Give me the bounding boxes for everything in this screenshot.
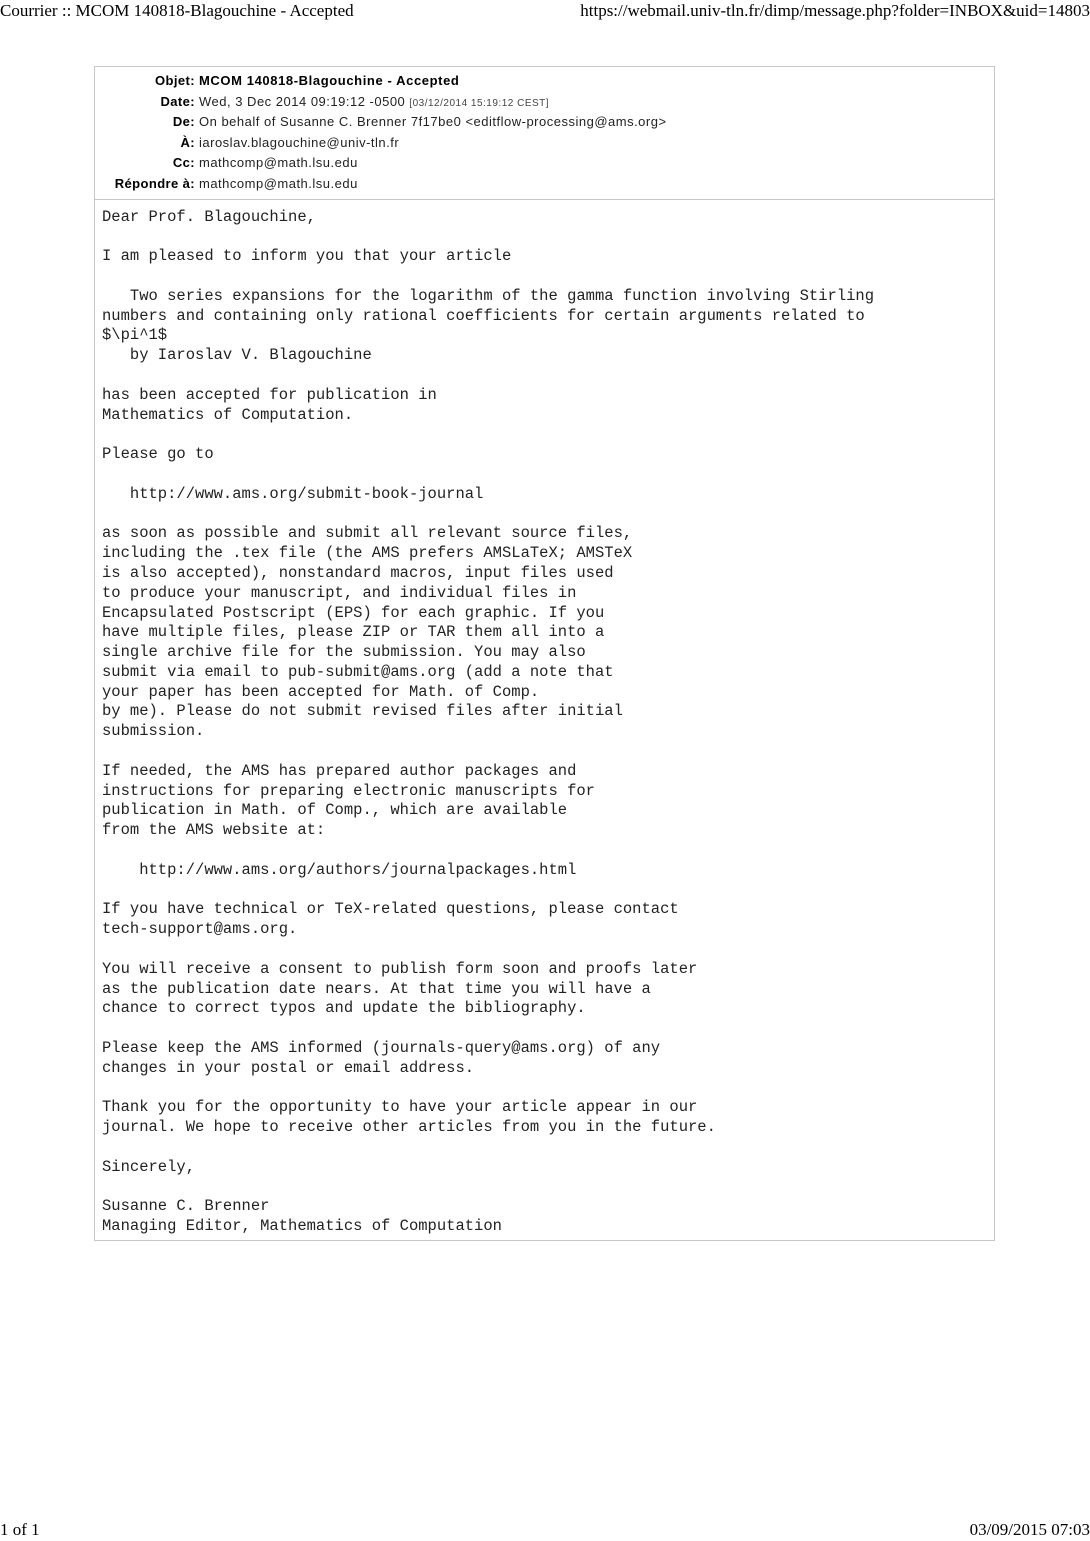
date-text: Wed, 3 Dec 2014 09:19:12 -0500	[199, 93, 406, 109]
print-header-title: Courrier :: MCOM 140818-Blagouchine - Accepted	[0, 1, 354, 20]
reply-to-row	[95, 176, 994, 197]
from-label: De:	[172, 114, 195, 130]
reply-to-label: Répondre à:	[114, 175, 195, 191]
email-headers	[95, 67, 994, 200]
cc-value[interactable]: mathcomp@math.lsu.edu	[199, 155, 358, 171]
date-local: [03/12/2014 15:19:12 CEST]	[409, 97, 550, 109]
email-body: Dear Prof. Blagouchine, I am pleased to inform you that your article Two series expansions for the logarithm of the gamma function involving Stirling numbers and containing only rational coefficients for certain arguments related to $\pi^1$ by Iaroslav V. Blagouchine has been accepted for publication in Mathematics of Computation. Please go to http://www.ams.org/submit-book-journal as soon as possible and submit all relevant source files, including the .tex file (the AMS prefers AMSLaTeX; AMSTeX is also accepted), nonstandard macros, input files used to produce your manuscript, and individual files in Encapsulated Postscript (EPS) for each graphic. If you have multiple files, please ZIP or TAR them all into a single archive file for the submission. You may also submit via email to pub-submit@ams.org (add a note that your paper has been accepted for Math. of Comp. by me). Please do not submit revised files after initial submission. If needed, the AMS has prepared author packages and instructions for preparing electronic manuscripts for publication in Math. of Comp., which are available from the AMS website at: http://www.ams.org/authors/journalpackages.html If you have technical or TeX-related questions, please contact tech-support@ams.org. You will receive a consent to publish form soon and proofs later as the publication date nears. At that time you will have a chance to correct typos and update the bibliography. Please keep the AMS informed (journals-query@ams.org) of any changes in your postal or email address. Thank you for the opportunity to have your article appear in our journal. We hope to receive other articles from you in the future. Sincerely, Susanne C. Brenner Managing Editor, Mathematics of Computation	[102, 207, 875, 1236]
reply-to-value[interactable]: mathcomp@math.lsu.edu	[199, 175, 358, 191]
cc-row	[95, 155, 994, 176]
subject-label: Objet:	[155, 73, 195, 88]
subject-value: MCOM 140818-Blagouchine - Accepted	[199, 73, 460, 88]
from-row	[95, 114, 994, 135]
from-value[interactable]: On behalf of Susanne C. Brenner 7f17be0 <editflow-processing@ams.org>	[199, 114, 667, 130]
date-label: Date:	[160, 93, 195, 109]
to-row	[95, 135, 994, 156]
subject-row	[95, 73, 994, 94]
email-message	[94, 66, 995, 1241]
print-footer-page: 1 of 1	[0, 1520, 40, 1539]
print-footer-datetime: 03/09/2015 07:03	[969, 1520, 1090, 1539]
cc-label: Cc:	[172, 155, 195, 171]
to-value[interactable]: iaroslav.blagouchine@univ-tln.fr	[199, 134, 400, 150]
date-row	[95, 94, 994, 115]
to-label: À:	[180, 134, 195, 150]
date-value	[199, 94, 549, 109]
print-header-url: https://webmail.univ-tln.fr/dimp/message.php?folder=INBOX&uid=14803	[580, 1, 1090, 20]
